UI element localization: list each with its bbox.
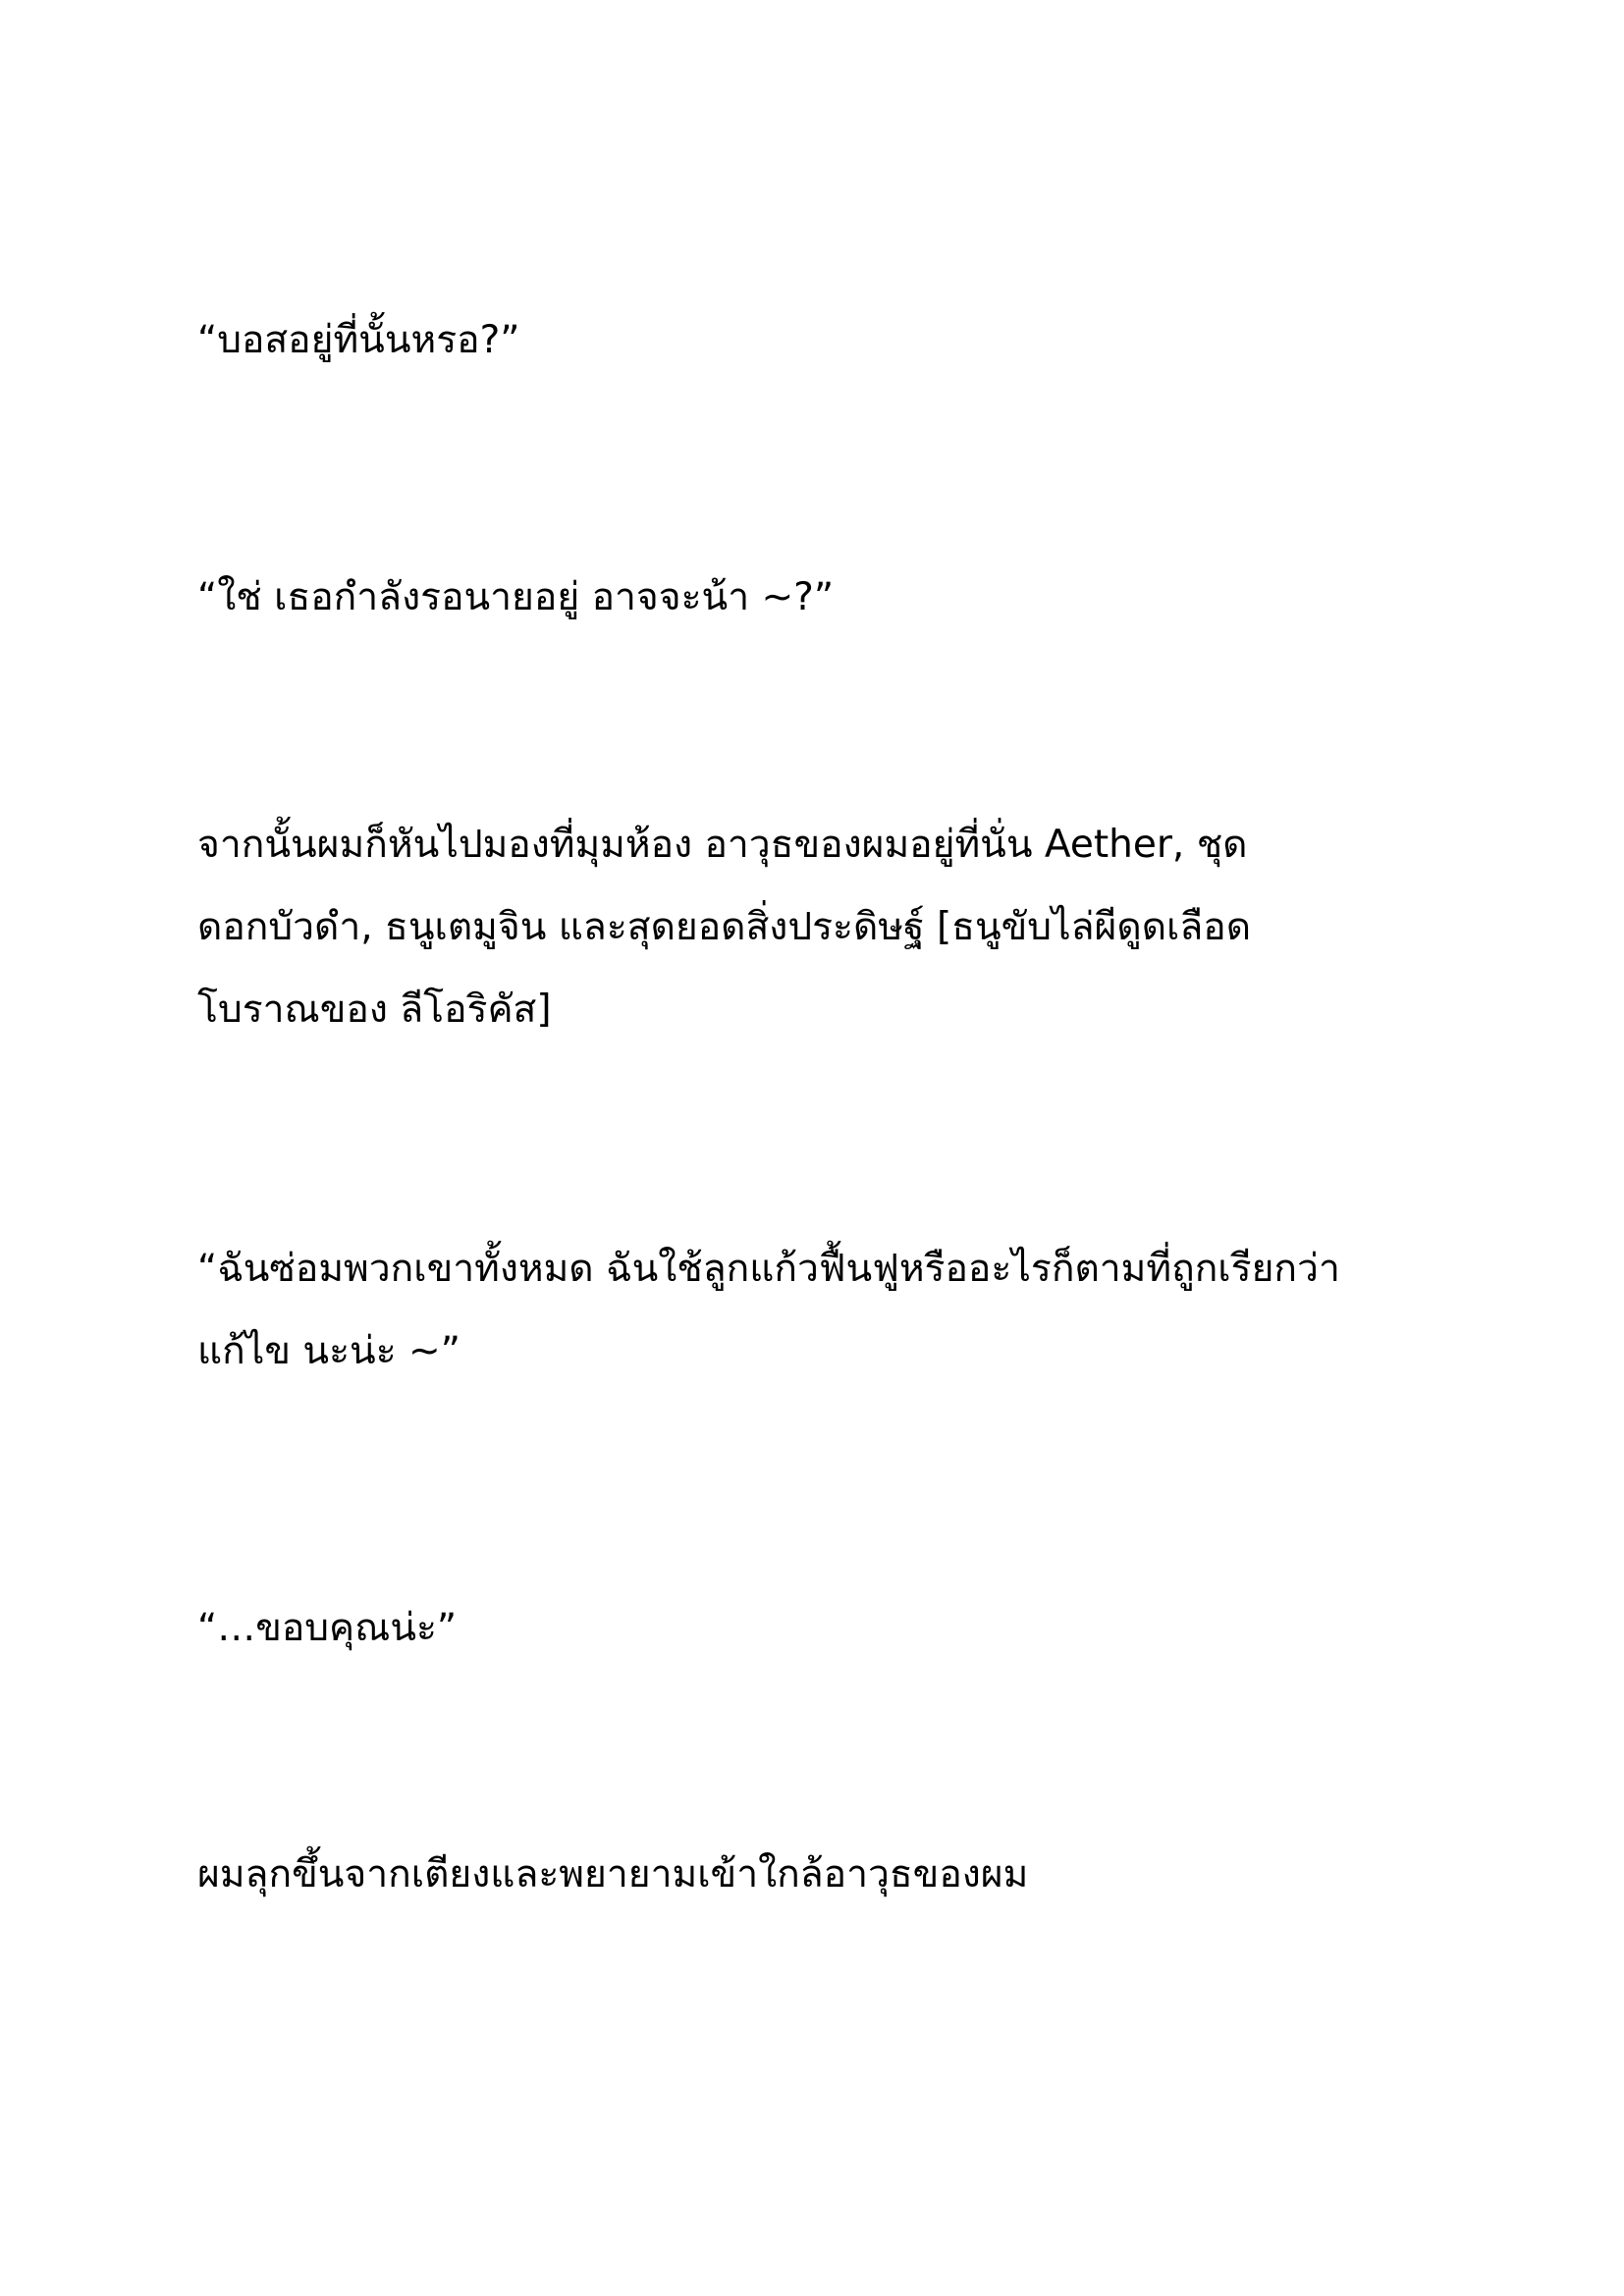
text-line: ดอกบัวดำ, ธนูเตมูจิน และสุดยอดสิ่งประดิษฐ์ [ธนูขับไล่ผีดูดเลือด <box>197 905 1252 949</box>
text-line: “ใช่ เธอกำลังรอนายอยู่ อาจจะน้า ~?” <box>197 575 835 619</box>
text-line: “ฉันซ่อมพวกเขาทั้งหมด ฉันใช้ลูกแก้วฟื้นฟูหรืออะไรก็ตามที่ถูกเรียกว่า <box>197 1247 1340 1291</box>
narration-paragraph <box>197 1834 1464 1916</box>
text-line: “…ขอบคุณน่ะ” <box>197 1606 458 1650</box>
dialogue-paragraph <box>197 1228 1464 1393</box>
text-line: ผมลุกขึ้นจากเตียงและพยายามเข้าใกล้อาวุธของผม <box>197 1852 1029 1896</box>
text-line: “บอสอยู่ที่นั้นหรอ?” <box>197 318 520 362</box>
dialogue-paragraph <box>197 1587 1464 1670</box>
text-line: จากนั้นผมก็หันไปมองที่มุมห้อง อาวุธของผมอยู่ที่นั่น Aether, ชุด <box>197 823 1248 867</box>
text-line: แก้ไข นะน่ะ ~” <box>197 1329 460 1373</box>
text-line: โบราณของ ลีโอริคัส] <box>197 988 552 1032</box>
dialogue-paragraph <box>197 557 1464 639</box>
narration-paragraph <box>197 804 1464 1051</box>
dialogue-paragraph <box>197 299 1464 382</box>
